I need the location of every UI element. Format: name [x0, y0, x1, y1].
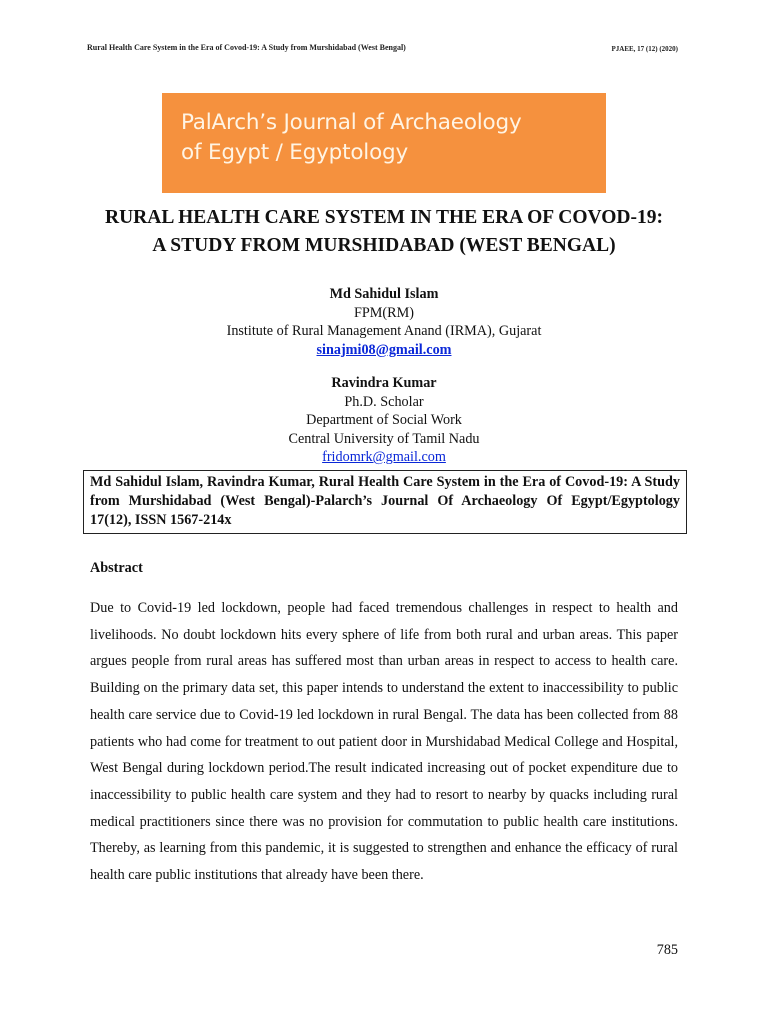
citation-box: Md Sahidul Islam, Ravindra Kumar, Rural Health Care System in the Era of Covod-19: A Study from Murshidabad (West Bengal)-Palarch’s Journal Of Archaeology Of Egypt/Egyptology 17(12), ISSN 1567-214x — [83, 470, 687, 534]
paper-title — [60, 204, 708, 260]
author-name: Md Sahidul Islam — [329, 286, 439, 302]
journal-banner-line2: of Egypt / Egyptology — [181, 140, 408, 165]
paper-title-line2: A STUDY FROM MURSHIDABAD (WEST BENGAL) — [152, 235, 616, 256]
author-email-link[interactable]: fridomrk@gmail.com — [322, 449, 446, 465]
abstract-heading: Abstract — [90, 560, 143, 576]
author-affiliation-line: Institute of Rural Management Anand (IRMA), Gujarat — [226, 323, 542, 339]
paper-title-line1: RURAL HEALTH CARE SYSTEM IN THE ERA OF COVOD-19: — [105, 207, 663, 228]
author-affiliation-line: Ph.D. Scholar — [344, 393, 424, 410]
running-head-title: Rural Health Care System in the Era of Covod-19: A Study from Murshidabad (West Bengal) — [87, 43, 406, 52]
page-number: 785 — [656, 942, 678, 958]
journal-banner-line1: PalArch’s Journal of Archaeology — [181, 110, 522, 135]
journal-banner-logo — [162, 93, 606, 193]
author-block — [84, 374, 684, 467]
author-email-link[interactable]: sinajmi08@gmail.com — [316, 341, 452, 358]
author-affiliation-line: Department of Social Work — [306, 412, 462, 428]
journal-banner-text — [181, 108, 521, 168]
author-affiliation-line: FPM(RM) — [354, 304, 414, 321]
running-head-journal-ref: PJAEE, 17 (12) (2020) — [611, 45, 678, 53]
abstract-body: Due to Covid-19 led lockdown, people had faced tremendous challenges in respect to health and livelihoods. No doubt lockdown hits every sphere of life from both rural and urban areas. This paper argues people from rural areas has suffered most than urban areas in respect to access to health care. Building on the primary data set, this paper intends to understand the extent to inaccessibility to public health care service due to Covid-19 led lockdown in rural Bengal. The data has been collected from 88 patients who had come for treatment to out patient door in Murshidabad Medical College and Hospital, West Bengal during lockdown period.The result indicated increasing out of pocket expenditure due to inaccessibility to public health care system and they had to resort to nearby by quacks including rural medical practitioners since there was no provision for commutation to public health care institutions. Thereby, as learning from this pandemic, it is suggested to strengthen and enhance the efficacy of rural health care public institutions that already have been there. — [90, 600, 678, 884]
author-block — [84, 285, 684, 359]
author-affiliation-line: Central University of Tamil Nadu — [288, 430, 480, 447]
author-name: Ravindra Kumar — [331, 375, 437, 391]
